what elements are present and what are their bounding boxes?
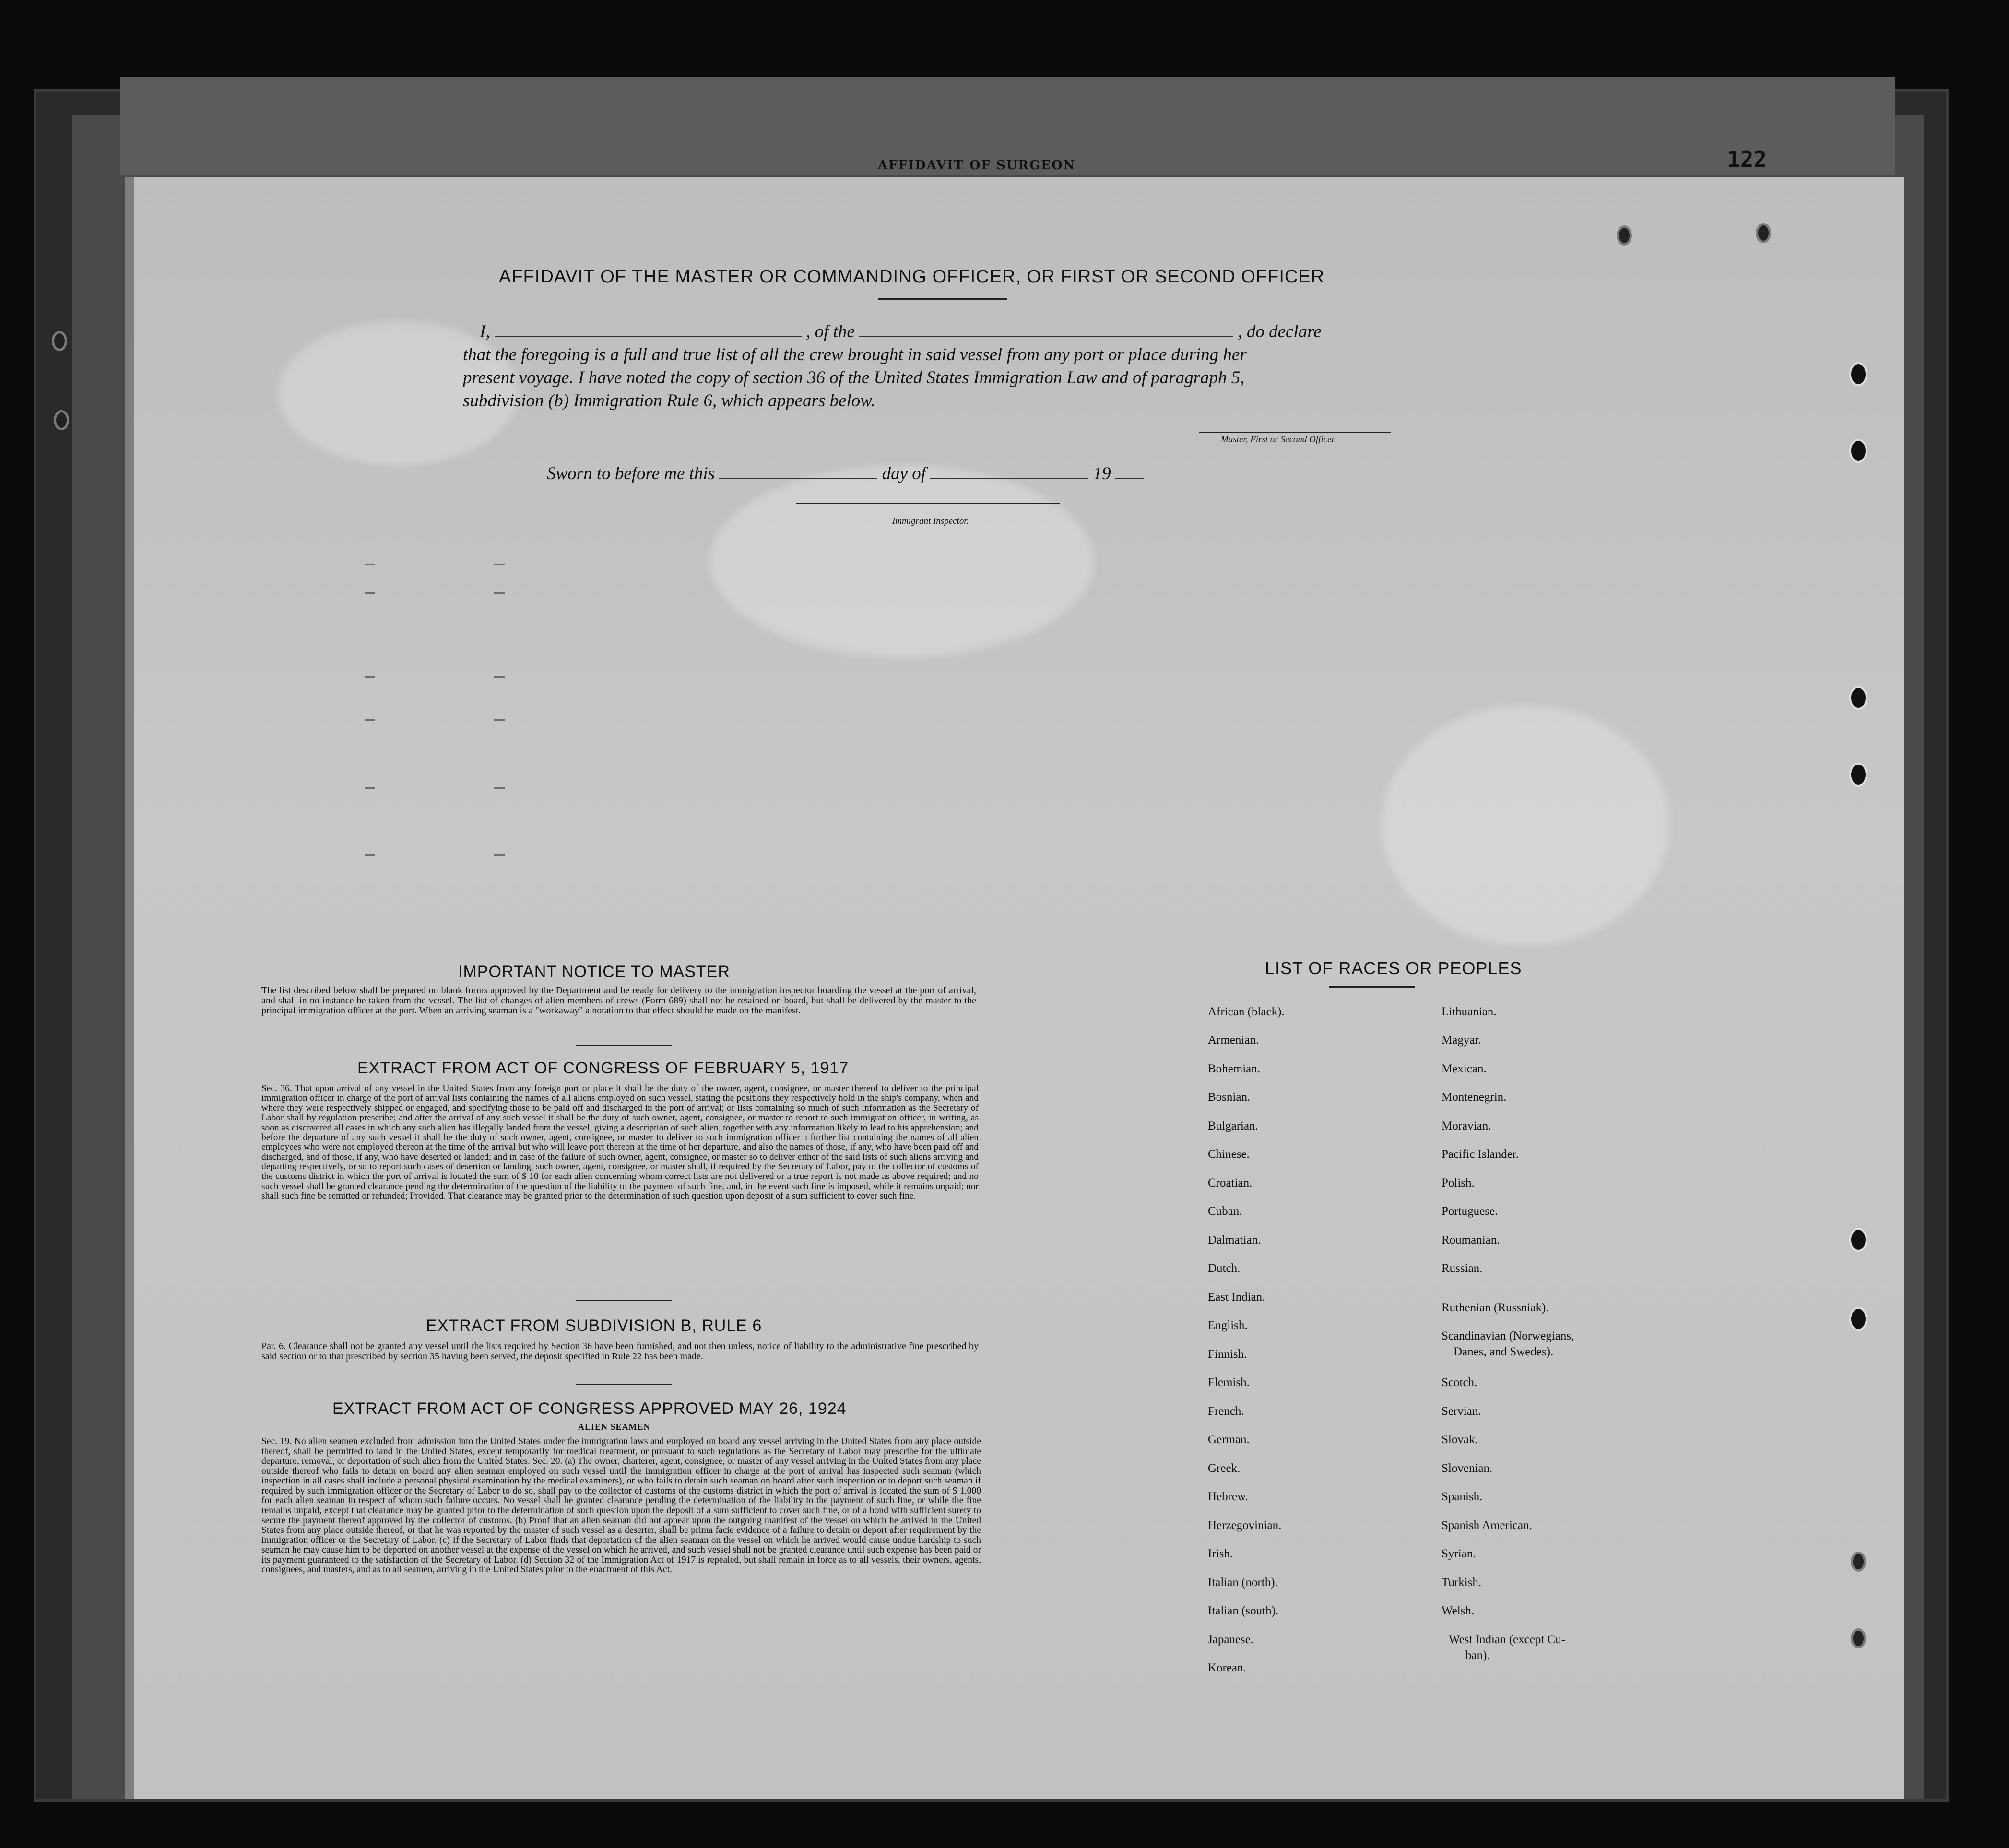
faint-dash: [494, 787, 505, 789]
race-left-item: Italian (north).: [1208, 1576, 1278, 1589]
extract-1917-text: Sec. 36. That upon arrival of any vessel in the United States from any foreign port or place it shall be the duty of the owner, agent, consignee, or master thereof to deliver to the principal immigration officer in charge of the port of arrival lists containing the names of all aliens employed on such vessel, stating the positions they respectively hold in the ship's company, when and where they were respectively shipped or engaged, and specifying those to be paid off and discharged in the port of arrival; or lists containing so much of such information as the Secretary of Labor shall by regulation prescribe; and after the arrival of any such vessel it shall be the duty of such owner, agent, consignee, or master to report to such immigration officer, in writing, as soon as discovered all cases in which any such alien has illegally landed from the vessel, giving a description of such alien, together with any information likely to lead to his apprehension; and before the departure of any such vessel it shall be the duty of such owner, agent, consignee, or master to deliver to such immigration officer a further list containing the names of all alien employees who were not employed thereon at the time of the arrival but who will leave port thereon at the time of her departure, and also the names of those, if any, who have been paid off and discharged, and of those, if any, who have deserted or landed; and in case of the failure of such owner, agent, consignee, or master so to deliver either of the said lists of such aliens arriving and departing respectively, or so to report such cases of desertion or landing, such owner, agent, consignee, or master shall, if required by the Secretary of Labor, pay to the collector of customs of the customs district in which the port of arrival is located the sum of $ 10 for each alien concerning whom correct lists are not delivered or a true report is not made as above required; and no such vessel shall be granted clearance pending the determination of the question of the liability to the payment of such fine, and, in the event such fine is imposed, while it remains unpaid; nor shall such fine be remitted or refunded; Provided. That clearance may be granted prior to the determination of such question upon deposit of a sum sufficient to cover such fine.: [261, 1083, 979, 1201]
race-left-item: Italian (south).: [1208, 1604, 1279, 1617]
affidavit-of-the: , of the: [806, 322, 855, 341]
race-left-item: Armenian.: [1208, 1034, 1259, 1047]
race-left-item: Greek.: [1208, 1462, 1241, 1475]
race-left-item: Bulgarian.: [1208, 1119, 1258, 1132]
faint-dash: [365, 564, 375, 565]
sworn-line: [547, 463, 1144, 484]
binder-grommet: [1617, 225, 1632, 246]
race-right-item: Pacific Islander.: [1442, 1148, 1519, 1161]
race-right-item: Roumanian.: [1442, 1234, 1500, 1247]
race-right-item: Ruthenian (Russniak).: [1442, 1301, 1549, 1314]
sworn-day-blank[interactable]: [719, 478, 877, 479]
faint-dash: [365, 787, 375, 789]
extract-rule6-title: EXTRACT FROM SUBDIVISION B, RULE 6: [426, 1317, 762, 1335]
race-left-item: Bosnian.: [1208, 1091, 1251, 1104]
section-rule: [576, 1384, 672, 1385]
race-right-item: Welsh.: [1442, 1604, 1475, 1617]
affidavit-first-line: [480, 321, 1322, 342]
race-left-item: Dutch.: [1208, 1262, 1241, 1275]
extract-1917-title: EXTRACT FROM ACT OF CONGRESS OF FEBRUARY 5, 1917: [357, 1059, 849, 1077]
race-right-item: Servian.: [1442, 1405, 1481, 1418]
binder-hole: [1849, 1307, 1867, 1331]
race-right-item: Montenegrin.: [1442, 1091, 1507, 1104]
binder-hole: [1849, 1228, 1867, 1252]
year-label: 19: [1093, 464, 1111, 483]
binder-hole: [1849, 439, 1867, 463]
race-right-item: Polish.: [1442, 1177, 1475, 1189]
race-left-item: French.: [1208, 1405, 1244, 1418]
races-title-rule: [1329, 986, 1415, 988]
extract-1924-text: Sec. 19. No alien seamen excluded from admission into the United States under the immigration laws and employed on board any vessel arriving in the United States from any place outside thereof, shall be permitted to land in the United States, except temporarily for medical treatment, or pursuant to such regulations as the Secretary of Labor may prescribe for the ultimate departure, removal, or deportation of such alien from the United States. Sec. 20. (a) The owner, charterer, agent, consignee, or master of any vessel arriving in the United States from any place outside thereof who fails to detain on board any alien seaman employed on such vessel until the immigration officer in charge at the port of arrival has inspected such seaman (which inspection in all cases shall include a personal physical examination by the medical examiners), or who fails to detain such seaman on board after such inspection or to deport such seaman if required by such immigration officer or the Secretary of Labor to do so, shall pay to the collector of customs of the customs district in which the port of arrival is located the sum of $ 1,000 for each alien seaman in respect of whom such failure occurs. No vessel shall be granted clearance pending the determination of the liability to the payment of such fine, or while the fine remains unpaid, except that clearance may be granted prior to the determination of such question upon the deposit of a sum sufficient to cover such fine, or of a bond with sufficient surety to secure the payment thereof approved by the collector of customs. (b) Proof that an alien seaman did not appear upon the outgoing manifest of the vessel on which he arrived in the United States from any place outside thereof, or that he was reported by the master of such vessel as a deserter, shall be prima facie evidence of a failure to detain or deport after requirement by the immigration officer or the Secretary of Labor. (c) If the Secretary of Labor finds that deportation of the alien seaman on the vessel on which he arrived would cause undue hardship to such seaman he may cause him to be deported on another vessel at the expense of the vessel on which he arrived, and such vessel shall not be granted clearance until such expense has been paid or its payment guaranteed to the satisfaction of the Secretary of Labor. (d) Section 32 of the Immigration Act of 1917 is repealed, but shall remain in force as to all vessels, their owners, agents, consignees, and masters, and as to all seamen, arriving in the United States prior to the enactment of this Act.: [261, 1436, 981, 1575]
sworn-year-blank[interactable]: [1115, 478, 1144, 479]
race-right-item: Slovenian.: [1442, 1462, 1493, 1475]
race-right-item: Lithuanian.: [1442, 1005, 1497, 1018]
page-number: 122: [1727, 146, 1767, 172]
race-right-item: Portuguese.: [1442, 1205, 1498, 1218]
faint-dash: [494, 592, 505, 594]
title-rule: [878, 298, 1007, 300]
race-left-item: Flemish.: [1208, 1376, 1250, 1389]
binder-hole: [1849, 763, 1867, 787]
extract-1924-title: EXTRACT FROM ACT OF CONGRESS APPROVED MAY 26, 1924: [332, 1400, 847, 1418]
affidavit-line-2: that the foregoing is a full and true list of all the crew brought in said vessel from any port or place during her: [463, 345, 1247, 365]
inspector-label: Immigrant Inspector.: [892, 516, 969, 526]
binder-grommet: [54, 410, 69, 430]
extract-1924-subtitle: ALIEN SEAMEN: [578, 1422, 650, 1432]
race-left-item: Irish.: [1208, 1547, 1233, 1560]
section-rule: [576, 1300, 672, 1301]
race-left-item: Finnish.: [1208, 1348, 1247, 1361]
vessel-blank[interactable]: [859, 336, 1233, 337]
notice-title: IMPORTANT NOTICE TO MASTER: [458, 963, 730, 981]
day-of-label: day of: [882, 464, 926, 483]
race-right-item: West Indian (except Cu-: [1449, 1633, 1566, 1646]
affidavit-title: AFFIDAVIT OF THE MASTER OR COMMANDING OFFICER, OR FIRST OR SECOND OFFICER: [499, 267, 1325, 287]
affidavit-line-3: present voyage. I have noted the copy of section 36 of the United States Immigration Law and of paragraph 5,: [463, 368, 1245, 388]
binder-hole: [1849, 686, 1867, 710]
section-rule: [576, 1045, 672, 1046]
race-right-item: ban).: [1465, 1649, 1490, 1662]
binder-grommet: [1851, 1552, 1866, 1572]
sworn-label: Sworn to before me this: [547, 464, 715, 483]
binder-grommet: [1756, 223, 1771, 243]
name-blank[interactable]: [495, 336, 802, 337]
affidavit-do-declare: , do declare: [1238, 322, 1322, 341]
race-left-item: Bohemian.: [1208, 1062, 1261, 1075]
faint-dash: [365, 854, 375, 856]
affidavit-line-4: subdivision (b) Immigration Rule 6, which appears below.: [463, 391, 875, 411]
binder-hole: [1849, 362, 1867, 386]
race-right-item: Spanish American.: [1442, 1519, 1532, 1532]
race-right-item: Moravian.: [1442, 1119, 1491, 1132]
back-page-title: AFFIDAVIT OF SURGEON: [878, 158, 1076, 173]
paper-stain: [1382, 705, 1669, 945]
race-left-item: Dalmatian.: [1208, 1234, 1261, 1247]
faint-dash: [365, 592, 375, 594]
race-left-item: Japanese.: [1208, 1633, 1254, 1646]
race-left-item: Hebrew.: [1208, 1490, 1248, 1503]
race-left-item: Cuban.: [1208, 1205, 1242, 1218]
races-title: LIST OF RACES OR PEOPLES: [1265, 958, 1522, 978]
sworn-month-blank[interactable]: [930, 478, 1088, 479]
race-right-item: Spanish.: [1442, 1490, 1483, 1503]
race-right-item: Russian.: [1442, 1262, 1483, 1275]
race-left-item: Korean.: [1208, 1661, 1246, 1674]
binder-grommet: [52, 331, 67, 351]
inspector-signature-line[interactable]: [796, 503, 1060, 504]
binder-grommet: [1851, 1628, 1866, 1648]
faint-dash: [365, 676, 375, 678]
faint-dash: [494, 719, 505, 721]
extract-rule6-text: Par. 6. Clearance shall not be granted any vessel until the lists required by Section 36 have been furnished, and not then unless, notice of liability to the administrative fine prescribed by said section or to that prescribed by section 35 having been served, the deposit specified in Rule 22 has been made.: [261, 1341, 979, 1362]
race-right-item: Danes, and Swedes).: [1454, 1345, 1554, 1358]
race-left-item: East Indian.: [1208, 1291, 1265, 1304]
race-right-item: Mexican.: [1442, 1062, 1487, 1075]
affidavit-i-label: I,: [480, 322, 490, 341]
faint-dash: [365, 719, 375, 721]
race-left-item: Herzegovinian.: [1208, 1519, 1282, 1532]
race-right-item: Turkish.: [1442, 1576, 1482, 1589]
faint-dash: [494, 854, 505, 856]
race-left-item: Croatian.: [1208, 1177, 1253, 1189]
race-right-item: Magyar.: [1442, 1034, 1481, 1047]
race-right-item: Slovak.: [1442, 1433, 1478, 1446]
signature-label: Master, First or Second Officer.: [1221, 435, 1336, 445]
race-left-item: English.: [1208, 1319, 1248, 1332]
race-left-item: African (black).: [1208, 1005, 1285, 1018]
race-right-item: Scandinavian (Norwegians,: [1442, 1330, 1574, 1342]
race-right-item: Syrian.: [1442, 1547, 1476, 1560]
race-left-item: German.: [1208, 1433, 1250, 1446]
faint-dash: [494, 676, 505, 678]
signature-line[interactable]: [1199, 432, 1391, 433]
race-left-item: Chinese.: [1208, 1148, 1250, 1161]
race-right-item: Scotch.: [1442, 1376, 1477, 1389]
paper-stain: [710, 465, 1094, 657]
notice-text: The list described below shall be prepared on blank forms approved by the Department and be ready for delivery to the immigration inspector boarding the vessel at the port of arrival, and shall in no instance be taken from the vessel. The list of changes of alien members of crews (Form 689) shall not be retained on board, but shall be delivered by the master to the principal immigration officer at the port. When an arriving seaman is a "workaway" a notation to that effect should be made on the manifest.: [261, 985, 976, 1016]
faint-dash: [494, 564, 505, 565]
